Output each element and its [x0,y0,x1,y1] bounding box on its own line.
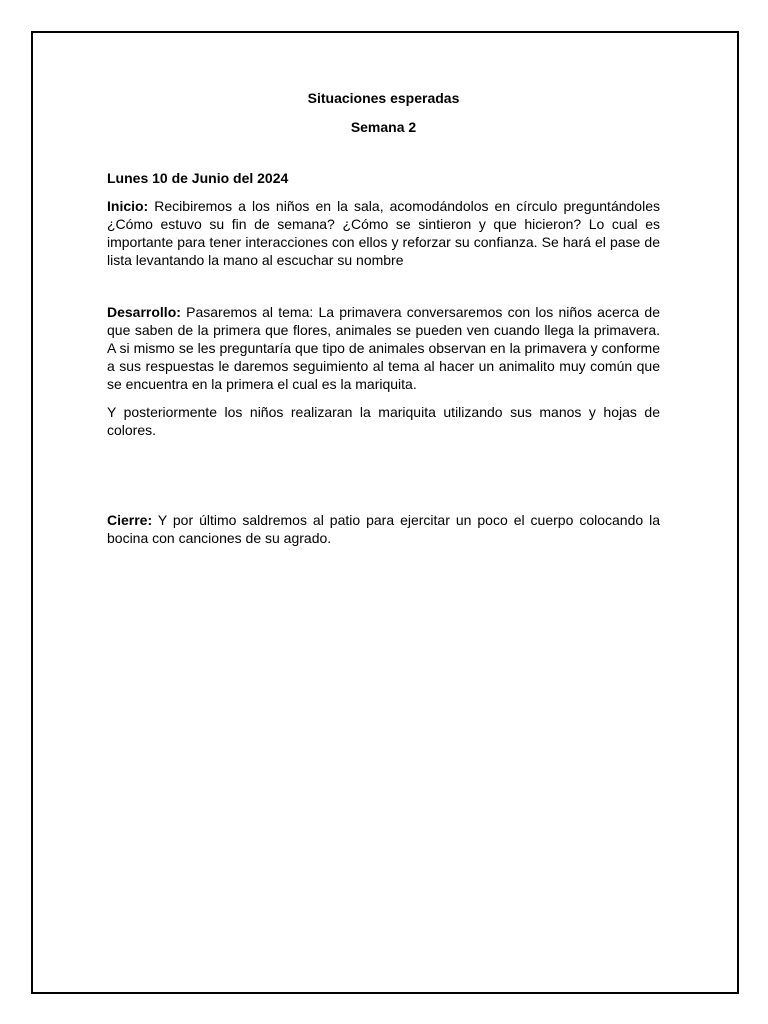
desarrollo-label: Desarrollo: [107,304,181,320]
posteriormente-paragraph: Y posteriormente los niños realizaran la mariquita utilizando sus manos y hojas de colores. [107,404,660,438]
session-date: Lunes 10 de Junio del 2024 [107,170,289,186]
cierre-paragraph [107,511,660,547]
inicio-paragraph [107,197,660,269]
cierre-label: Cierre: [107,512,153,528]
inicio-text: Recibiremos a los niños en la sala, acomodándolos en círculo preguntándoles ¿Cómo estuvo su fin de semana? ¿Cómo se sintieron y que hicieron? Lo cual es importante para tener interacciones con ellos y reforzar su confianza. Se hará el pase de lista levantando la mano al escuchar su nombre [107,198,660,268]
document-subtitle: Semana 2 [350,119,417,135]
desarrollo-paragraph [107,303,660,393]
cierre-text: Y por último saldremos al patio para ejercitar un poco el cuerpo colocando la bocina con canciones de su agrado. [107,512,660,546]
document-title: Situaciones esperadas [307,90,460,106]
document-body [107,88,660,547]
desarrollo-text: Pasaremos al tema: La primavera conversaremos con los niños acerca de que saben de la primera que flores, animales se pueden ven cuando llega la primavera. A si mismo se les preguntaría que tipo de animales observan en la primavera y conforme a sus respuestas le daremos seguimiento al tema al hacer un animalito muy común que se encuentra en la primera el cual es la mariquita. [107,304,660,392]
inicio-label: Inicio: [107,198,149,214]
